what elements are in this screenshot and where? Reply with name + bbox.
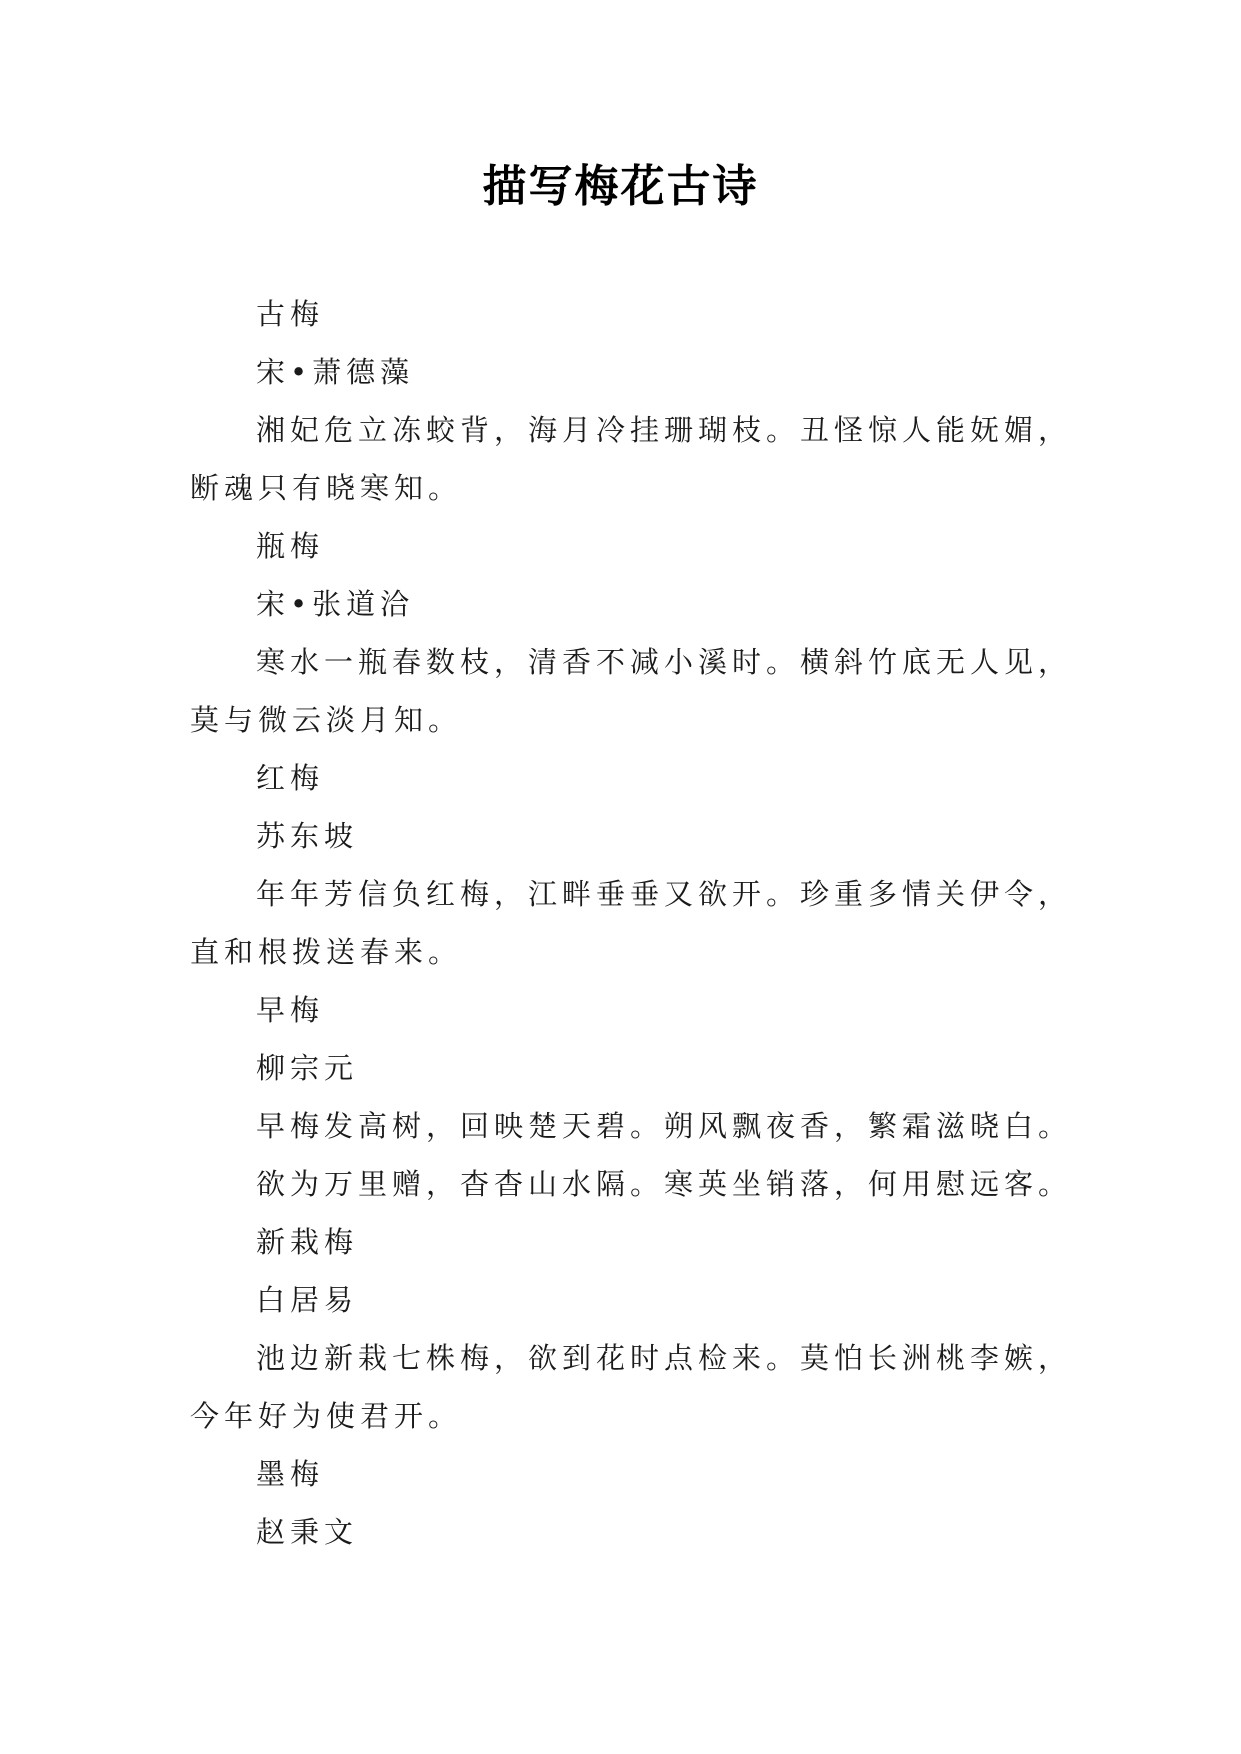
poem-title: 新栽梅 [256,1225,359,1259]
poem-line: 断魂只有晓寒知。 [190,471,463,505]
document-body [190,285,1080,1561]
poem-author: 白居易 [256,1283,359,1317]
poem-line: 莫与微云淡月知。 [190,703,463,737]
poem-title: 古梅 [256,297,325,331]
poem-line: 池边新栽七株梅，欲到花时点检来。莫怕长洲桃李嫉， [256,1341,1073,1375]
poem-line: 湘妃危立冻蛟背，海月冷挂珊瑚枝。丑怪惊人能妩媚， [256,413,1073,447]
poem-title: 墨梅 [256,1457,325,1491]
poem-line: 早梅发高树，回映楚天碧。朔风飘夜香，繁霜滋晓白。 [256,1109,1073,1143]
poem-title: 红梅 [256,761,325,795]
poem-title: 瓶梅 [256,529,325,563]
document-title: 描写梅花古诗 [482,161,759,212]
poem-author: 苏东坡 [256,819,359,853]
poem-line: 今年好为使君开。 [190,1399,463,1433]
poem-author: 宋•萧德藻 [256,355,415,389]
poem-author: 赵秉文 [256,1515,359,1549]
poem-line: 直和根拨送春来。 [190,935,463,969]
poem-title: 早梅 [256,993,325,1027]
poem-line: 年年芳信负红梅，江畔垂垂又欲开。珍重多情关伊令， [256,877,1073,911]
poem-author: 柳宗元 [256,1051,359,1085]
poem-line: 欲为万里赠，杳杳山水隔。寒英坐销落，何用慰远客。 [256,1167,1073,1201]
poem-author: 宋•张道洽 [256,587,415,621]
poem-line: 寒水一瓶春数枝，清香不减小溪时。横斜竹底无人见， [256,645,1073,679]
